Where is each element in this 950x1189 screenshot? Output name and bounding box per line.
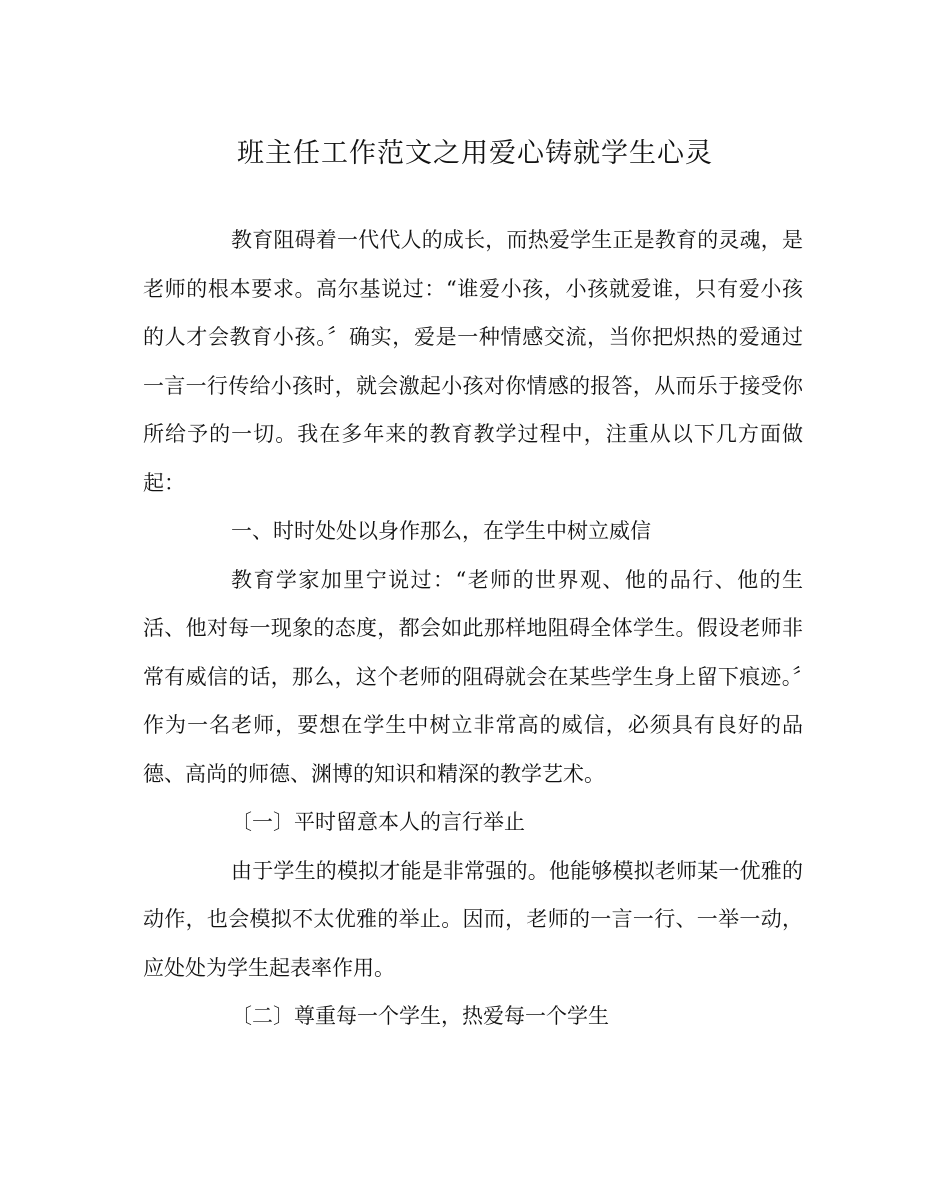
- section-heading-1: 一、时时处处以身作那么，在学生中树立威信: [231, 519, 651, 543]
- subsection-heading-1: 〔一〕平时留意本人的言行举止: [231, 810, 525, 834]
- subsection-1-paragraph: 由于学生的模拟才能是非常强的。他能够模拟老师某一优雅的动作，也会模拟不太优雅的举止。因而，老师的一言一行、一举一动，应处处为学生起表率作用。: [143, 858, 803, 980]
- document-title: 班主任工作范文之用爱心铸就学生心灵: [237, 138, 713, 169]
- section-1-paragraph: 教育学家加里宁说过：“老师的世界观、他的品行、他的生活、他对每一现象的态度，都会如此那样地阻碍全体学生。假设老师非常有威信的话，那么，这个老师的阻碍就会在某些学生身上留下痕迹。〞作为一名老师，要想在学生中树立非常高的威信，必须具有良好的品德、高尚的师德、渊博的知识和精深的教学艺术。: [143, 567, 803, 786]
- intro-paragraph: 教育阻碍着一代代人的成长，而热爱学生正是教育的灵魂，是老师的根本要求。高尔基说过：“谁爱小孩，小孩就爱谁，只有爱小孩的人才会教育小孩。〞确实，爱是一种情感交流，当你把炽热的爱通过一言一行传给小孩时，就会激起小孩对你情感的报答，从而乐于接受你所给予的一切。我在多年来的教育教学过程中，注重从以下几方面做起：: [143, 228, 803, 495]
- document-body: [143, 216, 803, 1041]
- subsection-heading-2: 〔二〕尊重每一个学生，热爱每一个学生: [231, 1004, 609, 1028]
